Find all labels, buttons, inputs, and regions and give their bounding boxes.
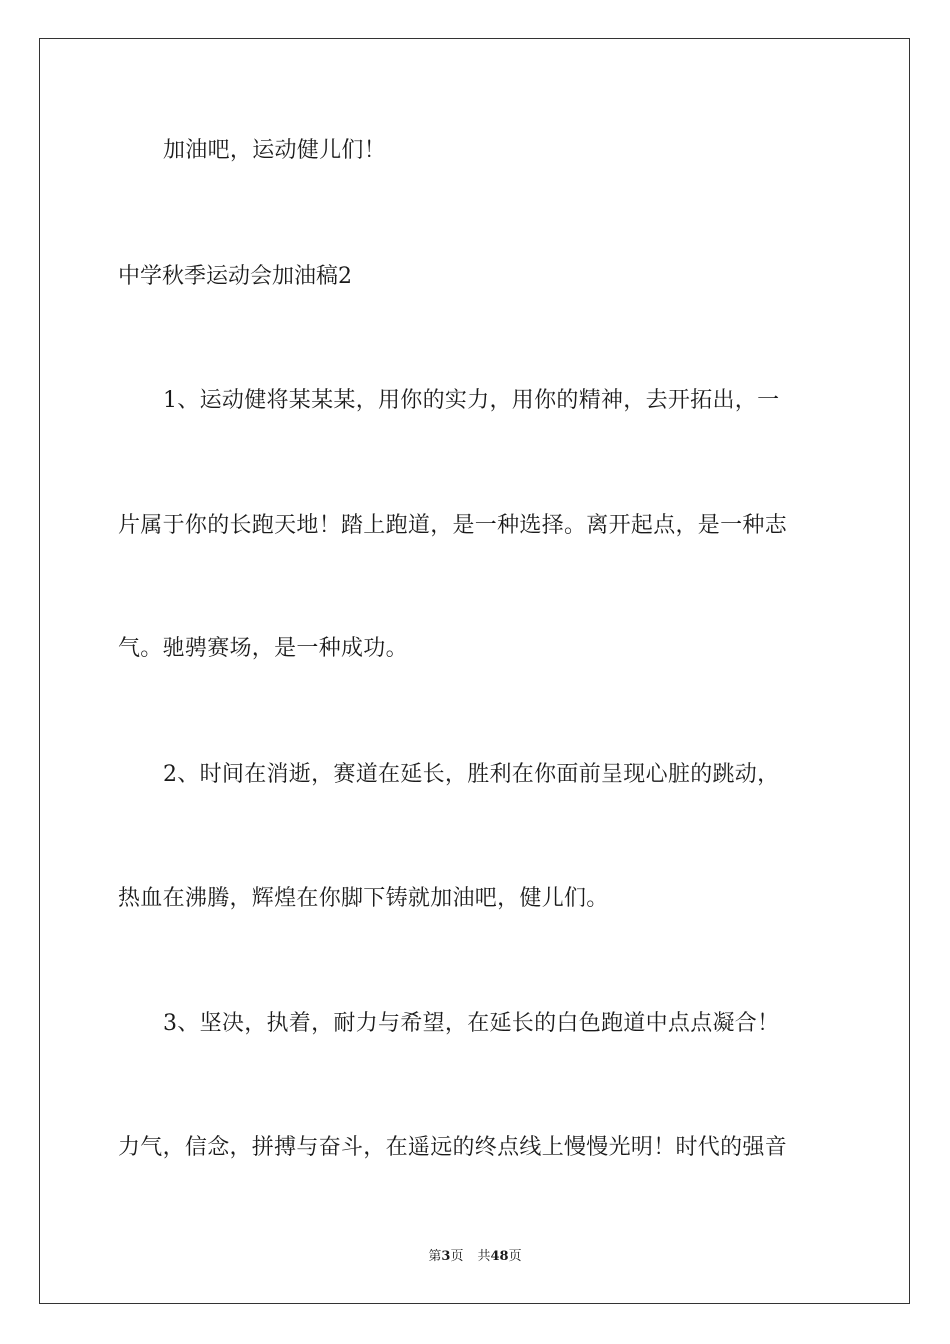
page-footer	[0, 1248, 950, 1266]
paragraph-line: 气。驰骋赛场，是一种成功。	[118, 636, 408, 661]
footer-total-suffix: 页	[508, 1249, 522, 1264]
footer-page-prefix: 第	[428, 1249, 442, 1264]
paragraph-line: 3、坚决，执着，耐力与希望，在延长的白色跑道中点点凝合！	[163, 1011, 780, 1036]
paragraph-line: 2、时间在消逝，赛道在延长，胜利在你面前呈现心脏的跳动，	[163, 762, 780, 787]
footer-page-suffix: 页	[450, 1249, 464, 1264]
paragraph-line: 热血在沸腾，辉煌在你脚下铸就加油吧，健儿们。	[118, 886, 609, 911]
paragraph-line: 加油吧，运动健儿们！	[163, 138, 387, 163]
footer-total-prefix: 共	[477, 1249, 491, 1264]
paragraph-line: 1、运动健将某某某，用你的实力，用你的精神，去开拓出，一	[163, 388, 780, 413]
page-border	[39, 38, 910, 1304]
paragraph-line: 片属于你的长跑天地！踏上跑道，是一种选择。离开起点，是一种志	[118, 513, 788, 538]
section-heading: 中学秋季运动会加油稿2	[118, 264, 352, 289]
footer-total-pages: 48	[490, 1249, 509, 1264]
footer-page-number: 3	[441, 1249, 451, 1264]
paragraph-line: 力气，信念，拼搏与奋斗，在遥远的终点线上慢慢光明！时代的强音	[118, 1135, 788, 1160]
